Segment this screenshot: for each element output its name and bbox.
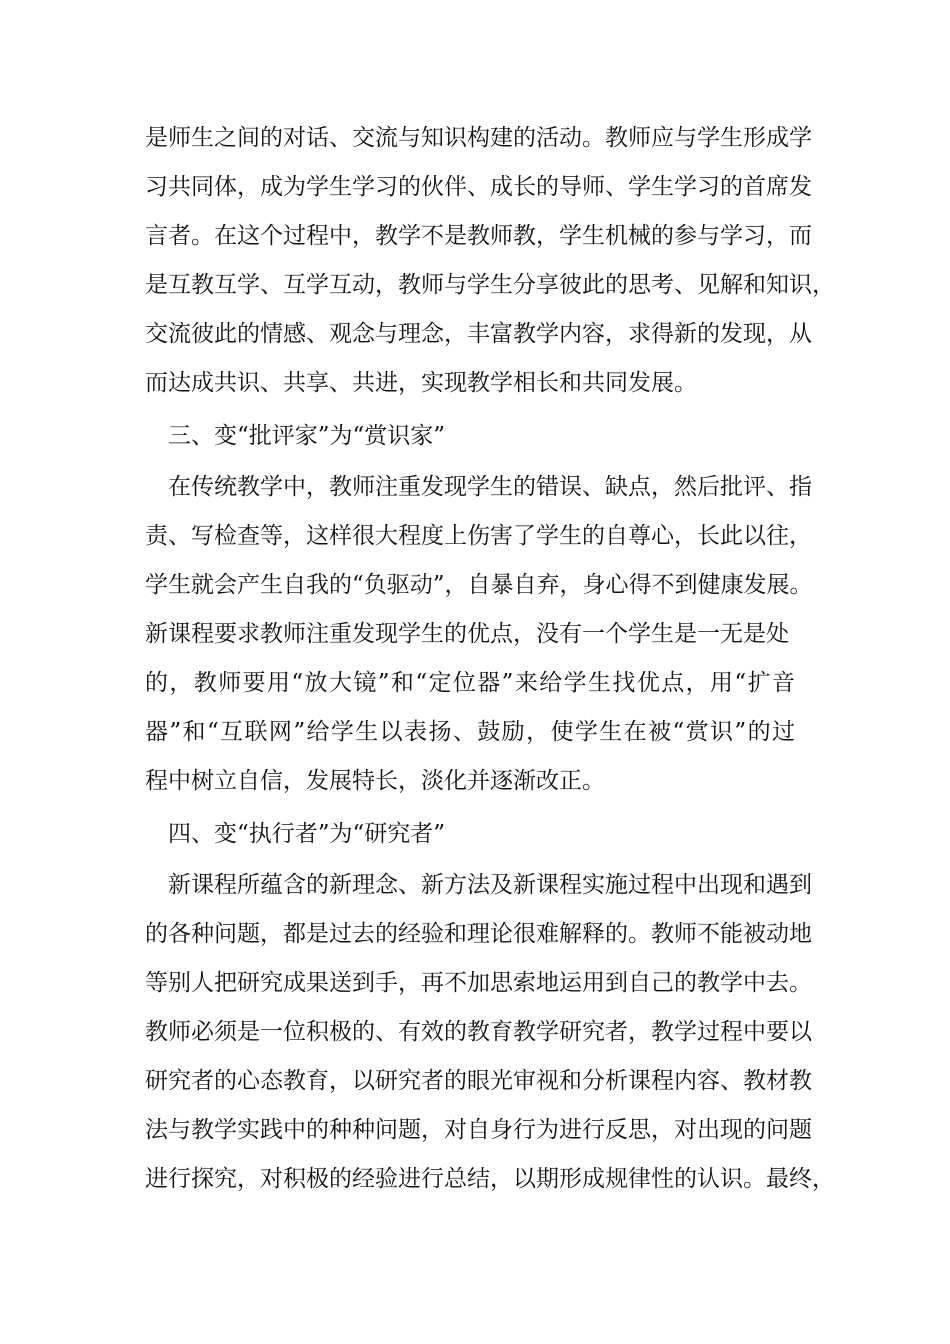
body-text-line: 学生就会产生自我的“负驱动”，自暴自弃，身心得不到健康发展。 xyxy=(145,572,813,598)
body-text-line: 研究者的心态教育，以研究者的眼光审视和分析课程内容、教材教 xyxy=(145,1068,812,1094)
body-text-line: 言者。在这个过程中，教学不是教师教，学生机械的参与学习，而 xyxy=(145,223,812,249)
body-text-line: 器”和“互联网”给学生以表扬、鼓励，使学生在被“赏识”的过 xyxy=(145,719,795,745)
section-heading: 三、变“批评家”为“赏识家” xyxy=(168,423,446,449)
body-text-line: 责、写检查等，这样很大程度上伤害了学生的自尊心，长此以往， xyxy=(145,523,812,549)
body-text-line: 新课程要求教师注重发现学生的优点，没有一个学生是一无是处 xyxy=(145,621,789,647)
body-text-line: 的，教师要用“放大镜”和“定位器”来给学生找优点，用“扩音 xyxy=(145,670,795,696)
section-heading: 四、变“执行者”为“研究者” xyxy=(168,821,446,847)
body-text-line: 交流彼此的情感、观念与理念，丰富教学内容，求得新的发现，从 xyxy=(145,321,812,347)
body-text-line: 程中树立自信，发展特长，淡化并逐渐改正。 xyxy=(145,768,605,794)
body-text-line: 是互教互学、互学互动，教师与学生分享彼此的思考、见解和知识， xyxy=(145,272,835,298)
body-text-line: 等别人把研究成果送到手，再不加思索地运用到自己的教学中去。 xyxy=(145,970,812,996)
body-text-line: 的各种问题，都是过去的经验和理论很难解释的。教师不能被动地 xyxy=(145,921,812,947)
body-text-line: 法与教学实践中的种种问题，对自身行为进行反思，对出现的问题 xyxy=(145,1117,812,1143)
body-text-line: 新课程所蕴含的新理念、新方法及新课程实施过程中出现和遇到 xyxy=(168,872,812,898)
body-text-line: 习共同体，成为学生学习的伙伴、成长的导师、学生学习的首席发 xyxy=(145,174,812,200)
body-text-line: 在传统教学中，教师注重发现学生的错误、缺点，然后批评、指 xyxy=(168,474,812,500)
body-text-line: 是师生之间的对话、交流与知识构建的活动。教师应与学生形成学 xyxy=(145,125,812,151)
body-text-line: 而达成共识、共享、共进，实现教学相长和共同发展。 xyxy=(145,370,697,396)
body-text-line: 进行探究，对积极的经验进行总结，以期形成规律性的认识。最终， xyxy=(145,1166,835,1192)
body-text-line: 教师必须是一位积极的、有效的教育教学研究者，教学过程中要以 xyxy=(145,1019,812,1045)
